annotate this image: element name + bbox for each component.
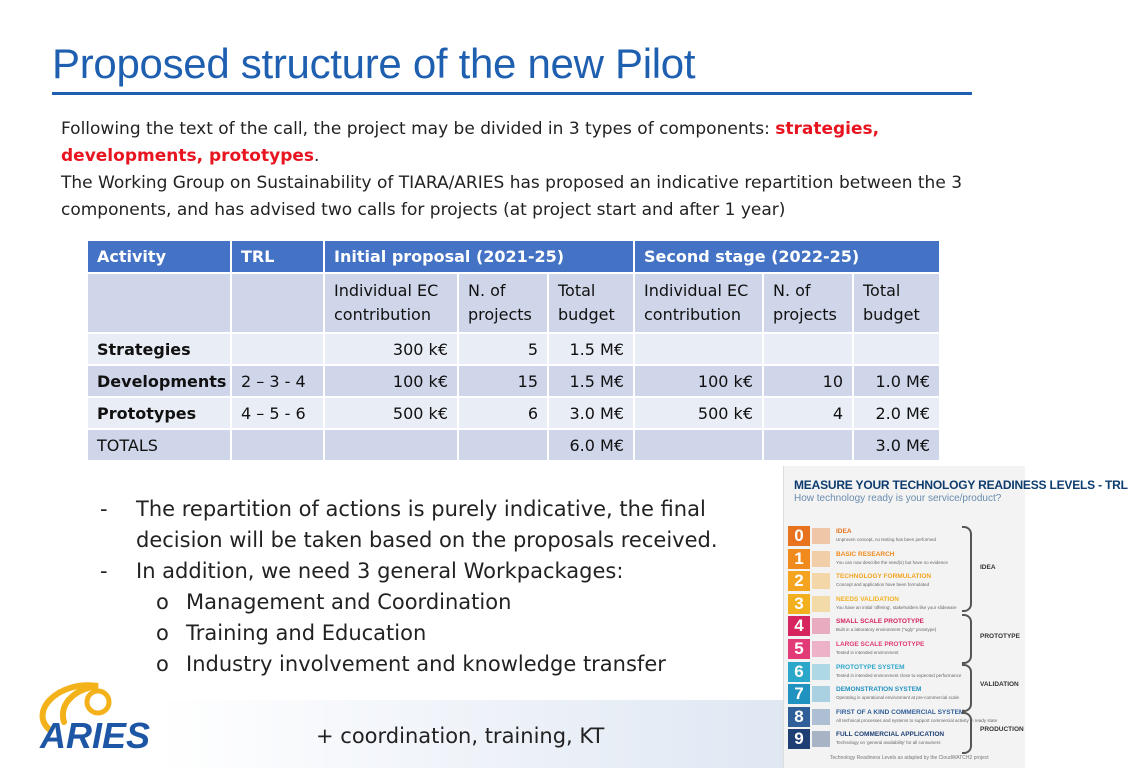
intro-highlight: strategies, developments, prototypes: [61, 119, 880, 166]
intro-text: [61, 116, 1006, 224]
subheader-text: projects: [468, 305, 532, 324]
trl-level-number: 6: [788, 662, 810, 682]
subheader-n-projects: [763, 273, 853, 333]
subheader-text: Total: [558, 281, 596, 300]
trl-level-title: FIRST OF A KIND COMMERCIAL SYSTEM: [836, 708, 965, 716]
subheader-text: Total: [863, 281, 901, 300]
header-initial-proposal: Initial proposal (2021-25): [324, 240, 634, 273]
header-trl: TRL: [231, 240, 324, 273]
trl-level-number: 7: [788, 684, 810, 704]
cell-initial-total: 3.0 M€: [548, 397, 634, 429]
cell-initial-n: 15: [458, 365, 548, 397]
trl-level-desc: Tested in intended environment close to expected performance: [836, 672, 962, 678]
bullet-item: [100, 556, 760, 587]
footer-note: + coordination, training, KT: [316, 724, 605, 748]
budget-table: [86, 239, 941, 462]
bullet-item: [100, 494, 760, 556]
trl-level-desc: Tested in intended environment: [836, 650, 899, 655]
bullet-dash: -: [100, 559, 108, 583]
cell-second-total: [853, 333, 940, 365]
trl-level-title: SMALL SCALE PROTOTYPE: [836, 618, 924, 626]
trl-level-desc: You have an initial 'offering', stakeholders like your slideware: [836, 604, 957, 610]
header-activity: Activity: [87, 240, 231, 273]
trl-level-band: [812, 618, 830, 634]
trl-level-band: [812, 528, 830, 544]
trl-level-band: [812, 641, 830, 657]
cell-initial-n: 6: [458, 397, 548, 429]
sub-bullet-marker: o: [156, 621, 169, 645]
subheader-n-projects: [458, 273, 548, 333]
subheader-text: Individual EC: [334, 281, 439, 300]
trl-bracket-prototype: [962, 614, 972, 664]
subheader-total-budget: [853, 273, 940, 333]
cell-initial-ec: 100 k€: [324, 365, 458, 397]
subheader-text: contribution: [644, 305, 741, 324]
cell-initial-ec: 500 k€: [324, 397, 458, 429]
subheader-text: budget: [558, 305, 615, 324]
trl-level-desc: All technical processes and systems to support commercial activity in ready state: [836, 717, 998, 723]
cell-second-ec: [634, 429, 763, 461]
trl-stage-validation: VALIDATION: [980, 681, 1019, 688]
trl-level-number: 2: [788, 571, 810, 591]
subheader-text: Individual EC: [644, 281, 749, 300]
cell-second-ec: 500 k€: [634, 397, 763, 429]
subheader-empty: [87, 273, 231, 333]
cell-second-total: 1.0 M€: [853, 365, 940, 397]
cell-second-ec: 100 k€: [634, 365, 763, 397]
cell-initial-n: 5: [458, 333, 548, 365]
trl-credit: Technology Readiness Levels as adapted by the CloudWATCH2 project: [830, 755, 989, 761]
cell-second-ec: [634, 333, 763, 365]
subheader-individual-ec: [324, 273, 458, 333]
trl-level-number: 5: [788, 639, 810, 659]
intro-line1-post: .: [314, 146, 320, 166]
subheader-text: budget: [863, 305, 920, 324]
bullet-text: In addition, we need 3 general Workpackages:: [136, 559, 624, 583]
trl-level-title: BASIC RESEARCH: [836, 550, 895, 558]
trl-level-desc: Built in a laboratory environment ("ugly" prototype): [836, 627, 937, 633]
cell-second-n: 10: [763, 365, 853, 397]
sub-bullet-text: Training and Education: [186, 621, 427, 645]
trl-subheading: How technology ready is your service/product?: [794, 493, 1002, 504]
trl-level-number: 3: [788, 594, 810, 614]
bullet-text: The repartition of actions is purely indicative, the final decision will be taken based on the proposals received.: [136, 497, 718, 552]
sub-bullet-item: [100, 618, 760, 649]
subheader-total-budget: [548, 273, 634, 333]
table-subheader-row: [87, 273, 940, 333]
sub-bullet-text: Industry involvement and knowledge transfer: [186, 652, 666, 676]
subheader-empty: [231, 273, 324, 333]
trl-level-band: [812, 596, 830, 612]
aries-logo: [18, 672, 168, 764]
sub-bullet-item: [100, 587, 760, 618]
trl-level-number: 9: [788, 729, 810, 749]
table-row: [87, 397, 940, 429]
trl-bracket-validation: [962, 664, 972, 712]
sub-bullet-item: [100, 649, 760, 680]
trl-level-desc: You can now describe the need(s) but have no evidence: [836, 559, 948, 565]
trl-level-title: TECHNOLOGY FORMULATION: [836, 573, 932, 581]
trl-level-desc: Concept and application have been formulated: [836, 582, 930, 588]
trl-level-number: 1: [788, 549, 810, 569]
trl-stage-production: PRODUCTION: [980, 726, 1024, 733]
trl-bracket-production: [962, 712, 972, 754]
table-row: [87, 333, 940, 365]
logo-ring: [87, 691, 109, 713]
cell-trl: [231, 333, 324, 365]
header-second-stage: Second stage (2022-25): [634, 240, 940, 273]
sub-bullet-marker: o: [156, 590, 169, 614]
cell-initial-n: [458, 429, 548, 461]
cell-second-n: 4: [763, 397, 853, 429]
subheader-text: N. of: [773, 281, 811, 300]
trl-level-title: IDEA: [836, 528, 852, 535]
cell-initial-total: 1.5 M€: [548, 333, 634, 365]
trl-level-title: PROTOTYPE SYSTEM: [836, 663, 905, 671]
subheader-text: contribution: [334, 305, 431, 324]
trl-level-title: NEEDS VALIDATION: [836, 595, 899, 603]
trl-level-band: [812, 731, 830, 747]
trl-level-title: LARGE SCALE PROTOTYPE: [836, 641, 925, 648]
intro-paragraph-2: The Working Group on Sustainability of TIARA/ARIES has proposed an indicative repartition between the 3 components, and has advised two calls for projects (at project start and after 1 year): [61, 173, 963, 220]
logo-text: ARIES: [40, 715, 151, 756]
trl-level-desc: Technology on 'general availability' for all consumers: [836, 740, 941, 746]
cell-initial-total: 6.0 M€: [548, 429, 634, 461]
trl-level-desc: Operating in operational environment at pre-commercial scale: [836, 695, 960, 701]
cell-activity: Prototypes: [87, 397, 231, 429]
trl-level-desc: Unproven concept, no testing has been performed: [836, 537, 937, 542]
bullet-list: [100, 494, 760, 680]
subheader-individual-ec: [634, 273, 763, 333]
trl-stage-prototype: PROTOTYPE: [980, 633, 1020, 640]
cell-activity: Developments: [87, 365, 231, 397]
trl-level-band: [812, 709, 830, 725]
trl-level-number: 8: [788, 707, 810, 727]
trl-stage-idea: IDEA: [980, 564, 996, 571]
trl-heading: MEASURE YOUR TECHNOLOGY READINESS LEVELS - TRL: [794, 478, 1128, 492]
intro-paragraph-1: [61, 116, 1006, 170]
cell-activity: Strategies: [87, 333, 231, 365]
cell-activity: TOTALS: [87, 429, 231, 461]
trl-level-number: 0: [788, 526, 810, 546]
title-underline: [52, 92, 972, 95]
table-header-row: [87, 240, 940, 273]
subheader-text: N. of: [468, 281, 506, 300]
cell-second-total: 2.0 M€: [853, 397, 940, 429]
cell-initial-ec: 300 k€: [324, 333, 458, 365]
sub-bullet-marker: o: [156, 652, 169, 676]
intro-line1-pre: Following the text of the call, the project may be divided in 3 types of components:: [61, 119, 776, 139]
trl-level-band: [812, 551, 830, 567]
subheader-text: projects: [773, 305, 837, 324]
trl-level-number: 4: [788, 616, 810, 636]
cell-trl: 4 – 5 - 6: [231, 397, 324, 429]
bullet-dash: -: [100, 497, 108, 521]
cell-second-n: [763, 429, 853, 461]
page-title: Proposed structure of the new Pilot: [52, 40, 696, 87]
table-row-totals: [87, 429, 940, 461]
trl-level-band: [812, 686, 830, 702]
trl-level-title: DEMONSTRATION SYSTEM: [836, 686, 922, 694]
trl-bracket-idea: [962, 526, 972, 612]
table-row: [87, 365, 940, 397]
cell-second-n: [763, 333, 853, 365]
trl-level-band: [812, 573, 830, 589]
cell-trl: 2 – 3 - 4: [231, 365, 324, 397]
trl-level-band: [812, 664, 830, 680]
trl-infographic: [783, 466, 1128, 768]
cell-initial-ec: [324, 429, 458, 461]
trl-level-title: FULL COMMERCIAL APPLICATION: [836, 731, 945, 739]
cell-second-total: 3.0 M€: [853, 429, 940, 461]
sub-bullet-text: Management and Coordination: [186, 590, 512, 614]
cell-trl: [231, 429, 324, 461]
cell-initial-total: 1.5 M€: [548, 365, 634, 397]
